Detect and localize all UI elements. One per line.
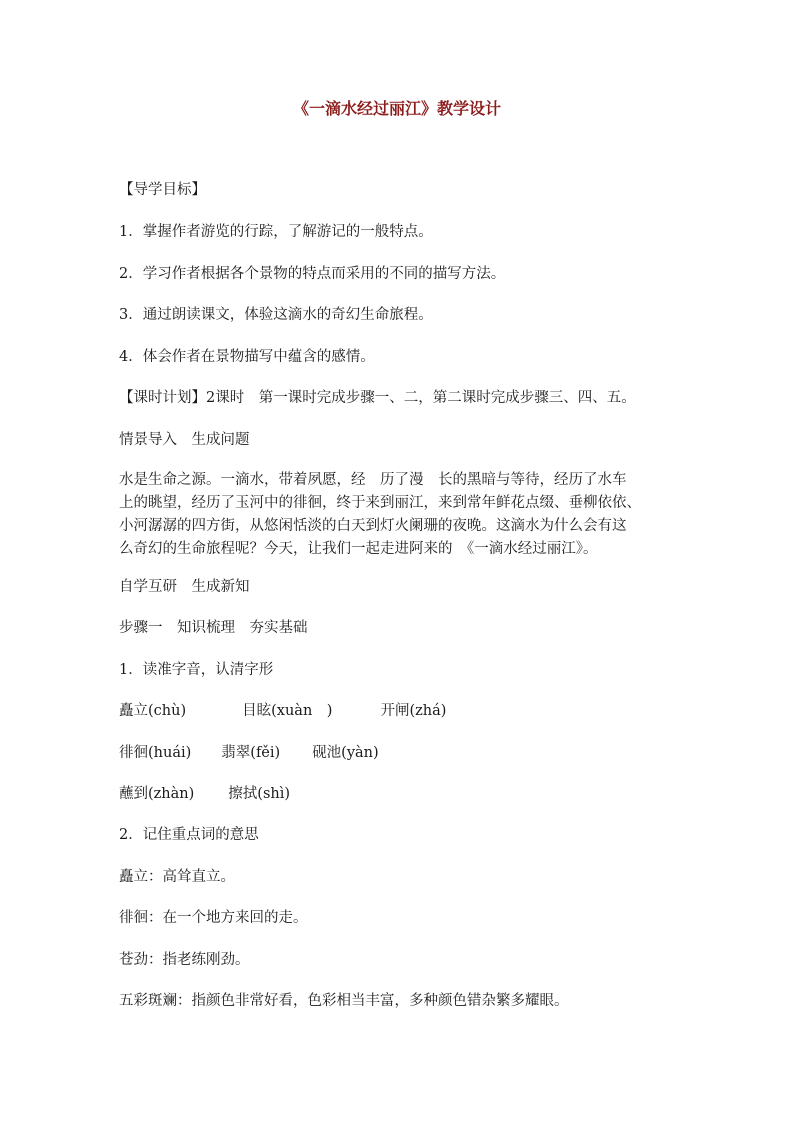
intro-paragraph-line: 小河潺潺的四方街，从悠闲恬淡的白天到灯火阑珊的夜晚。这滴水为什么会有这 xyxy=(119,518,627,534)
step-one-heading: 步骤一 知识梳理 夯实基础 xyxy=(119,620,308,636)
pronunciation-row xyxy=(119,784,290,804)
lesson-plan: 【课时计划】2课时 第一课时完成步骤一、二，第二课时完成步骤三、四、五。 xyxy=(119,390,636,406)
pronunciation-entry: 目眩(xuàn ) xyxy=(242,703,333,719)
definition-line: 苍劲：指老练刚劲。 xyxy=(119,952,250,968)
pronunciation-entry: 徘徊(huái) xyxy=(119,745,192,761)
pronunciation-row xyxy=(119,701,446,721)
pronunciation-entry: 砚池(yàn) xyxy=(312,745,379,761)
definition-line: 徘徊：在一个地方来回的走。 xyxy=(119,910,308,926)
intro-paragraph-line: 上的眺望，经历了玉河中的徘徊，终于来到丽江，来到常年鲜花点缀、垂柳依依、 xyxy=(119,495,641,511)
pronunciation-entry: 擦拭(shì) xyxy=(228,786,291,802)
definition-line: 五彩斑斓：指颜色非常好看，色彩相当丰富，多种颜色错杂繁多耀眼。 xyxy=(119,993,569,1009)
document-title: 《一滴水经过丽江》教学设计 xyxy=(292,99,501,118)
knowledge-item: 2．记住重点词的意思 xyxy=(119,827,259,843)
self-study-heading: 自学互研 生成新知 xyxy=(119,579,250,595)
intro-heading: 情景导入 生成问题 xyxy=(119,432,250,448)
goal-item: 4．体会作者在景物描写中蕴含的感情。 xyxy=(119,349,375,365)
pronunciation-entry: 翡翠(fěi) xyxy=(221,745,281,761)
goal-item: 3．通过朗读课文，体验这滴水的奇幻生命旅程。 xyxy=(119,307,433,323)
intro-paragraph-line: 水是生命之源。一滴水，带着夙愿，经 历了漫 长的黑暗与等待，经历了水车 xyxy=(119,472,627,488)
knowledge-item: 1．读准字音，认清字形 xyxy=(119,662,274,678)
section-heading-goals: 【导学目标】 xyxy=(119,182,206,198)
pronunciation-row xyxy=(119,743,379,763)
definition-line: 矗立：高耸直立。 xyxy=(119,869,235,885)
pronunciation-entry: 蘸到(zhàn) xyxy=(119,786,195,802)
intro-paragraph-line: 么奇幻的生命旅程呢？今天，让我们一起走进阿来的 《一滴水经过丽江》。 xyxy=(119,541,598,557)
goal-item: 1．掌握作者游览的行踪，了解游记的一般特点。 xyxy=(119,224,433,240)
pronunciation-entry: 矗立(chù) xyxy=(119,703,187,719)
pronunciation-entry: 开闸(zhá) xyxy=(380,703,447,719)
goal-item: 2．学习作者根据各个景物的特点而采用的不同的描写方法。 xyxy=(119,266,506,282)
